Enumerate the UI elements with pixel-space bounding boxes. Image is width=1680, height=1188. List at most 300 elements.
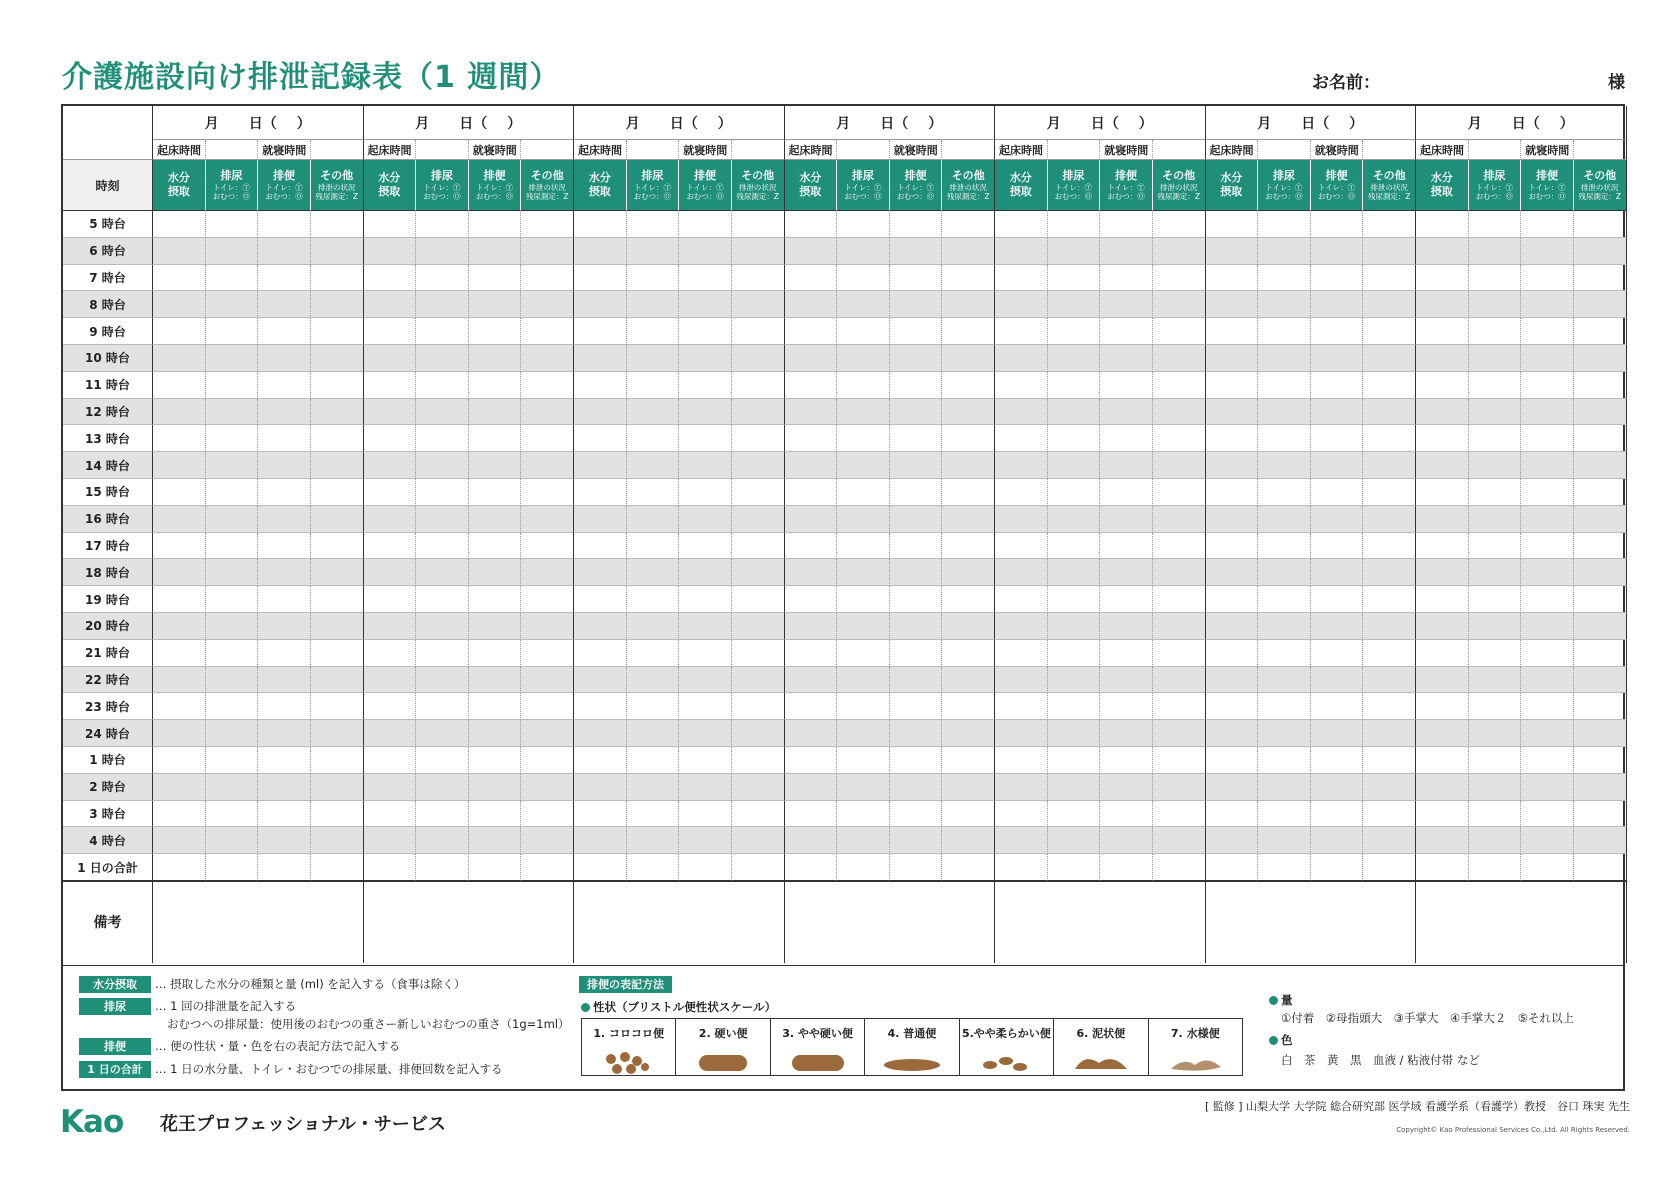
record-cell[interactable] [1206,238,1259,265]
record-cell[interactable] [574,586,627,613]
record-cell[interactable] [732,559,785,586]
record-cell[interactable] [1574,613,1627,640]
record-cell[interactable] [574,399,627,426]
record-cell[interactable] [1153,667,1206,694]
record-cell[interactable] [416,801,469,828]
record-cell[interactable] [1311,693,1364,720]
record-cell[interactable] [942,211,995,238]
record-cell[interactable] [732,774,785,801]
record-cell[interactable] [1206,693,1259,720]
record-cell[interactable] [521,318,574,345]
record-cell[interactable] [574,265,627,292]
record-cell[interactable] [837,827,890,854]
record-cell[interactable] [1469,720,1522,747]
record-cell[interactable] [1048,640,1101,667]
record-cell[interactable] [1469,345,1522,372]
record-cell[interactable] [416,238,469,265]
record-cell[interactable] [1416,479,1469,506]
record-cell[interactable] [1258,720,1311,747]
record-cell[interactable] [153,640,206,667]
record-cell[interactable] [732,693,785,720]
record-cell[interactable] [206,747,259,774]
record-cell[interactable] [627,613,680,640]
date-field[interactable] [364,106,575,140]
record-cell[interactable] [1363,211,1416,238]
record-cell[interactable] [1048,667,1101,694]
record-cell[interactable] [942,827,995,854]
record-cell[interactable] [416,667,469,694]
record-cell[interactable] [574,640,627,667]
record-cell[interactable] [153,318,206,345]
record-cell[interactable] [574,425,627,452]
record-cell[interactable] [521,667,574,694]
record-cell[interactable] [1574,720,1627,747]
record-cell[interactable] [1258,801,1311,828]
record-cell[interactable] [1363,586,1416,613]
record-cell[interactable] [1153,640,1206,667]
record-cell[interactable] [679,747,732,774]
date-field[interactable] [153,106,364,140]
record-cell[interactable] [627,211,680,238]
record-cell[interactable] [1048,238,1101,265]
record-cell[interactable] [942,399,995,426]
record-cell[interactable] [627,318,680,345]
record-cell[interactable] [1363,372,1416,399]
record-cell[interactable] [364,586,417,613]
record-cell[interactable] [574,238,627,265]
record-cell[interactable] [206,372,259,399]
record-cell[interactable] [785,559,838,586]
record-cell[interactable] [890,747,943,774]
record-cell[interactable] [311,559,364,586]
total-cell[interactable] [1048,854,1101,881]
record-cell[interactable] [1153,613,1206,640]
record-cell[interactable] [311,425,364,452]
record-cell[interactable] [1521,479,1574,506]
record-cell[interactable] [206,291,259,318]
record-cell[interactable] [627,774,680,801]
record-cell[interactable] [469,265,522,292]
record-cell[interactable] [942,265,995,292]
record-cell[interactable] [1416,399,1469,426]
record-cell[interactable] [679,559,732,586]
record-cell[interactable] [627,640,680,667]
record-cell[interactable] [732,318,785,345]
record-cell[interactable] [995,827,1048,854]
record-cell[interactable] [627,265,680,292]
record-cell[interactable] [1206,506,1259,533]
record-cell[interactable] [1100,533,1153,560]
record-cell[interactable] [1469,827,1522,854]
record-cell[interactable] [1469,399,1522,426]
record-cell[interactable] [942,318,995,345]
record-cell[interactable] [153,667,206,694]
record-cell[interactable] [364,238,417,265]
record-cell[interactable] [627,238,680,265]
record-cell[interactable] [258,747,311,774]
record-cell[interactable] [153,452,206,479]
total-cell[interactable] [1311,854,1364,881]
record-cell[interactable] [1574,747,1627,774]
record-cell[interactable] [1469,586,1522,613]
record-cell[interactable] [1416,640,1469,667]
record-cell[interactable] [311,238,364,265]
record-cell[interactable] [364,613,417,640]
record-cell[interactable] [1153,345,1206,372]
total-cell[interactable] [1521,854,1574,881]
record-cell[interactable] [1574,506,1627,533]
record-cell[interactable] [311,693,364,720]
record-cell[interactable] [469,801,522,828]
record-cell[interactable] [469,693,522,720]
record-cell[interactable] [785,452,838,479]
record-cell[interactable] [1258,318,1311,345]
record-cell[interactable] [890,318,943,345]
record-cell[interactable] [258,693,311,720]
record-cell[interactable] [1363,425,1416,452]
record-cell[interactable] [416,827,469,854]
record-cell[interactable] [1048,479,1101,506]
record-cell[interactable] [679,720,732,747]
record-cell[interactable] [1153,372,1206,399]
record-cell[interactable] [942,720,995,747]
record-cell[interactable] [521,640,574,667]
record-cell[interactable] [364,318,417,345]
record-cell[interactable] [153,425,206,452]
record-cell[interactable] [469,318,522,345]
record-cell[interactable] [1100,238,1153,265]
record-cell[interactable] [1363,506,1416,533]
record-cell[interactable] [311,827,364,854]
record-cell[interactable] [469,425,522,452]
record-cell[interactable] [1469,693,1522,720]
record-cell[interactable] [837,640,890,667]
record-cell[interactable] [942,640,995,667]
record-cell[interactable] [311,399,364,426]
record-cell[interactable] [1048,801,1101,828]
record-cell[interactable] [1153,318,1206,345]
record-cell[interactable] [1258,586,1311,613]
record-cell[interactable] [258,238,311,265]
record-cell[interactable] [521,774,574,801]
record-cell[interactable] [995,345,1048,372]
record-cell[interactable] [1258,399,1311,426]
record-cell[interactable] [258,720,311,747]
total-cell[interactable] [416,854,469,881]
record-cell[interactable] [1311,318,1364,345]
record-cell[interactable] [1048,827,1101,854]
notes-field[interactable] [364,881,575,963]
record-cell[interactable] [521,747,574,774]
date-field[interactable] [1416,106,1627,140]
record-cell[interactable] [1100,693,1153,720]
record-cell[interactable] [890,667,943,694]
record-cell[interactable] [206,613,259,640]
record-cell[interactable] [837,291,890,318]
record-cell[interactable] [837,693,890,720]
record-cell[interactable] [206,345,259,372]
record-cell[interactable] [469,506,522,533]
wake-time-input[interactable] [1048,140,1101,160]
record-cell[interactable] [1100,559,1153,586]
record-cell[interactable] [206,318,259,345]
record-cell[interactable] [1311,747,1364,774]
sleep-time-input[interactable] [311,140,364,160]
record-cell[interactable] [1521,827,1574,854]
record-cell[interactable] [153,533,206,560]
record-cell[interactable] [1311,265,1364,292]
record-cell[interactable] [1363,801,1416,828]
record-cell[interactable] [1206,559,1259,586]
record-cell[interactable] [732,747,785,774]
total-cell[interactable] [1469,854,1522,881]
record-cell[interactable] [837,533,890,560]
record-cell[interactable] [1469,801,1522,828]
record-cell[interactable] [890,399,943,426]
record-cell[interactable] [1100,747,1153,774]
record-cell[interactable] [521,238,574,265]
wake-time-input[interactable] [416,140,469,160]
record-cell[interactable] [1363,479,1416,506]
record-cell[interactable] [1258,211,1311,238]
record-cell[interactable] [837,425,890,452]
record-cell[interactable] [311,211,364,238]
record-cell[interactable] [1206,425,1259,452]
record-cell[interactable] [1048,452,1101,479]
record-cell[interactable] [258,425,311,452]
record-cell[interactable] [1258,452,1311,479]
record-cell[interactable] [732,345,785,372]
record-cell[interactable] [942,533,995,560]
record-cell[interactable] [1048,399,1101,426]
record-cell[interactable] [1258,479,1311,506]
record-cell[interactable] [416,345,469,372]
record-cell[interactable] [1311,372,1364,399]
record-cell[interactable] [942,586,995,613]
record-cell[interactable] [1153,211,1206,238]
record-cell[interactable] [732,586,785,613]
record-cell[interactable] [1048,506,1101,533]
record-cell[interactable] [1574,372,1627,399]
total-cell[interactable] [627,854,680,881]
record-cell[interactable] [1048,613,1101,640]
record-cell[interactable] [1574,801,1627,828]
record-cell[interactable] [1206,399,1259,426]
record-cell[interactable] [1100,640,1153,667]
record-cell[interactable] [153,479,206,506]
record-cell[interactable] [1521,640,1574,667]
record-cell[interactable] [521,372,574,399]
total-cell[interactable] [153,854,206,881]
record-cell[interactable] [995,720,1048,747]
record-cell[interactable] [469,372,522,399]
record-cell[interactable] [521,720,574,747]
record-cell[interactable] [521,827,574,854]
record-cell[interactable] [416,613,469,640]
record-cell[interactable] [1048,533,1101,560]
record-cell[interactable] [311,345,364,372]
date-field[interactable] [785,106,996,140]
record-cell[interactable] [679,238,732,265]
record-cell[interactable] [890,479,943,506]
record-cell[interactable] [574,801,627,828]
date-field[interactable] [1206,106,1417,140]
record-cell[interactable] [574,720,627,747]
record-cell[interactable] [1206,720,1259,747]
record-cell[interactable] [153,774,206,801]
total-cell[interactable] [364,854,417,881]
record-cell[interactable] [1469,452,1522,479]
record-cell[interactable] [1363,533,1416,560]
record-cell[interactable] [732,479,785,506]
record-cell[interactable] [627,747,680,774]
record-cell[interactable] [1153,479,1206,506]
record-cell[interactable] [732,452,785,479]
record-cell[interactable] [785,613,838,640]
record-cell[interactable] [1521,506,1574,533]
total-cell[interactable] [1363,854,1416,881]
total-cell[interactable] [1153,854,1206,881]
record-cell[interactable] [995,640,1048,667]
record-cell[interactable] [1469,238,1522,265]
record-cell[interactable] [1311,667,1364,694]
record-cell[interactable] [1469,774,1522,801]
record-cell[interactable] [1206,774,1259,801]
record-cell[interactable] [1153,827,1206,854]
record-cell[interactable] [311,318,364,345]
total-cell[interactable] [942,854,995,881]
record-cell[interactable] [995,801,1048,828]
record-cell[interactable] [1574,318,1627,345]
record-cell[interactable] [1363,827,1416,854]
record-cell[interactable] [1311,211,1364,238]
record-cell[interactable] [890,345,943,372]
record-cell[interactable] [1048,265,1101,292]
record-cell[interactable] [258,640,311,667]
record-cell[interactable] [1206,372,1259,399]
record-cell[interactable] [890,640,943,667]
record-cell[interactable] [1153,265,1206,292]
record-cell[interactable] [679,425,732,452]
record-cell[interactable] [153,506,206,533]
record-cell[interactable] [521,801,574,828]
record-cell[interactable] [364,265,417,292]
record-cell[interactable] [574,747,627,774]
record-cell[interactable] [785,747,838,774]
record-cell[interactable] [1574,479,1627,506]
record-cell[interactable] [890,533,943,560]
record-cell[interactable] [364,801,417,828]
sleep-time-input[interactable] [732,140,785,160]
record-cell[interactable] [1048,318,1101,345]
record-cell[interactable] [1363,774,1416,801]
record-cell[interactable] [1100,399,1153,426]
record-cell[interactable] [837,345,890,372]
record-cell[interactable] [995,667,1048,694]
record-cell[interactable] [416,372,469,399]
record-cell[interactable] [1521,238,1574,265]
record-cell[interactable] [995,747,1048,774]
record-cell[interactable] [1363,559,1416,586]
record-cell[interactable] [837,238,890,265]
record-cell[interactable] [521,613,574,640]
record-cell[interactable] [942,747,995,774]
record-cell[interactable] [1416,372,1469,399]
record-cell[interactable] [679,291,732,318]
record-cell[interactable] [890,827,943,854]
record-cell[interactable] [206,533,259,560]
record-cell[interactable] [995,452,1048,479]
record-cell[interactable] [1258,747,1311,774]
record-cell[interactable] [785,801,838,828]
record-cell[interactable] [890,801,943,828]
record-cell[interactable] [364,452,417,479]
record-cell[interactable] [679,265,732,292]
record-cell[interactable] [364,211,417,238]
record-cell[interactable] [1100,720,1153,747]
record-cell[interactable] [1258,613,1311,640]
record-cell[interactable] [1521,720,1574,747]
record-cell[interactable] [942,479,995,506]
record-cell[interactable] [1416,265,1469,292]
record-cell[interactable] [942,506,995,533]
record-cell[interactable] [1521,291,1574,318]
record-cell[interactable] [469,291,522,318]
record-cell[interactable] [1311,613,1364,640]
record-cell[interactable] [311,586,364,613]
sleep-time-input[interactable] [1363,140,1416,160]
record-cell[interactable] [1574,452,1627,479]
record-cell[interactable] [258,586,311,613]
record-cell[interactable] [785,693,838,720]
record-cell[interactable] [995,318,1048,345]
record-cell[interactable] [942,693,995,720]
record-cell[interactable] [1363,399,1416,426]
record-cell[interactable] [258,827,311,854]
record-cell[interactable] [679,506,732,533]
record-cell[interactable] [153,265,206,292]
total-cell[interactable] [1574,854,1627,881]
record-cell[interactable] [679,399,732,426]
record-cell[interactable] [258,345,311,372]
record-cell[interactable] [1206,452,1259,479]
record-cell[interactable] [1521,372,1574,399]
record-cell[interactable] [1521,559,1574,586]
record-cell[interactable] [1416,827,1469,854]
record-cell[interactable] [1311,452,1364,479]
record-cell[interactable] [837,479,890,506]
record-cell[interactable] [153,345,206,372]
record-cell[interactable] [627,291,680,318]
record-cell[interactable] [1416,291,1469,318]
record-cell[interactable] [258,533,311,560]
record-cell[interactable] [469,238,522,265]
record-cell[interactable] [1258,667,1311,694]
wake-time-input[interactable] [1469,140,1522,160]
record-cell[interactable] [1258,533,1311,560]
record-cell[interactable] [1521,693,1574,720]
record-cell[interactable] [1416,747,1469,774]
record-cell[interactable] [1048,345,1101,372]
record-cell[interactable] [364,720,417,747]
record-cell[interactable] [521,693,574,720]
record-cell[interactable] [995,291,1048,318]
record-cell[interactable] [732,533,785,560]
record-cell[interactable] [995,506,1048,533]
record-cell[interactable] [364,559,417,586]
record-cell[interactable] [521,211,574,238]
record-cell[interactable] [942,345,995,372]
